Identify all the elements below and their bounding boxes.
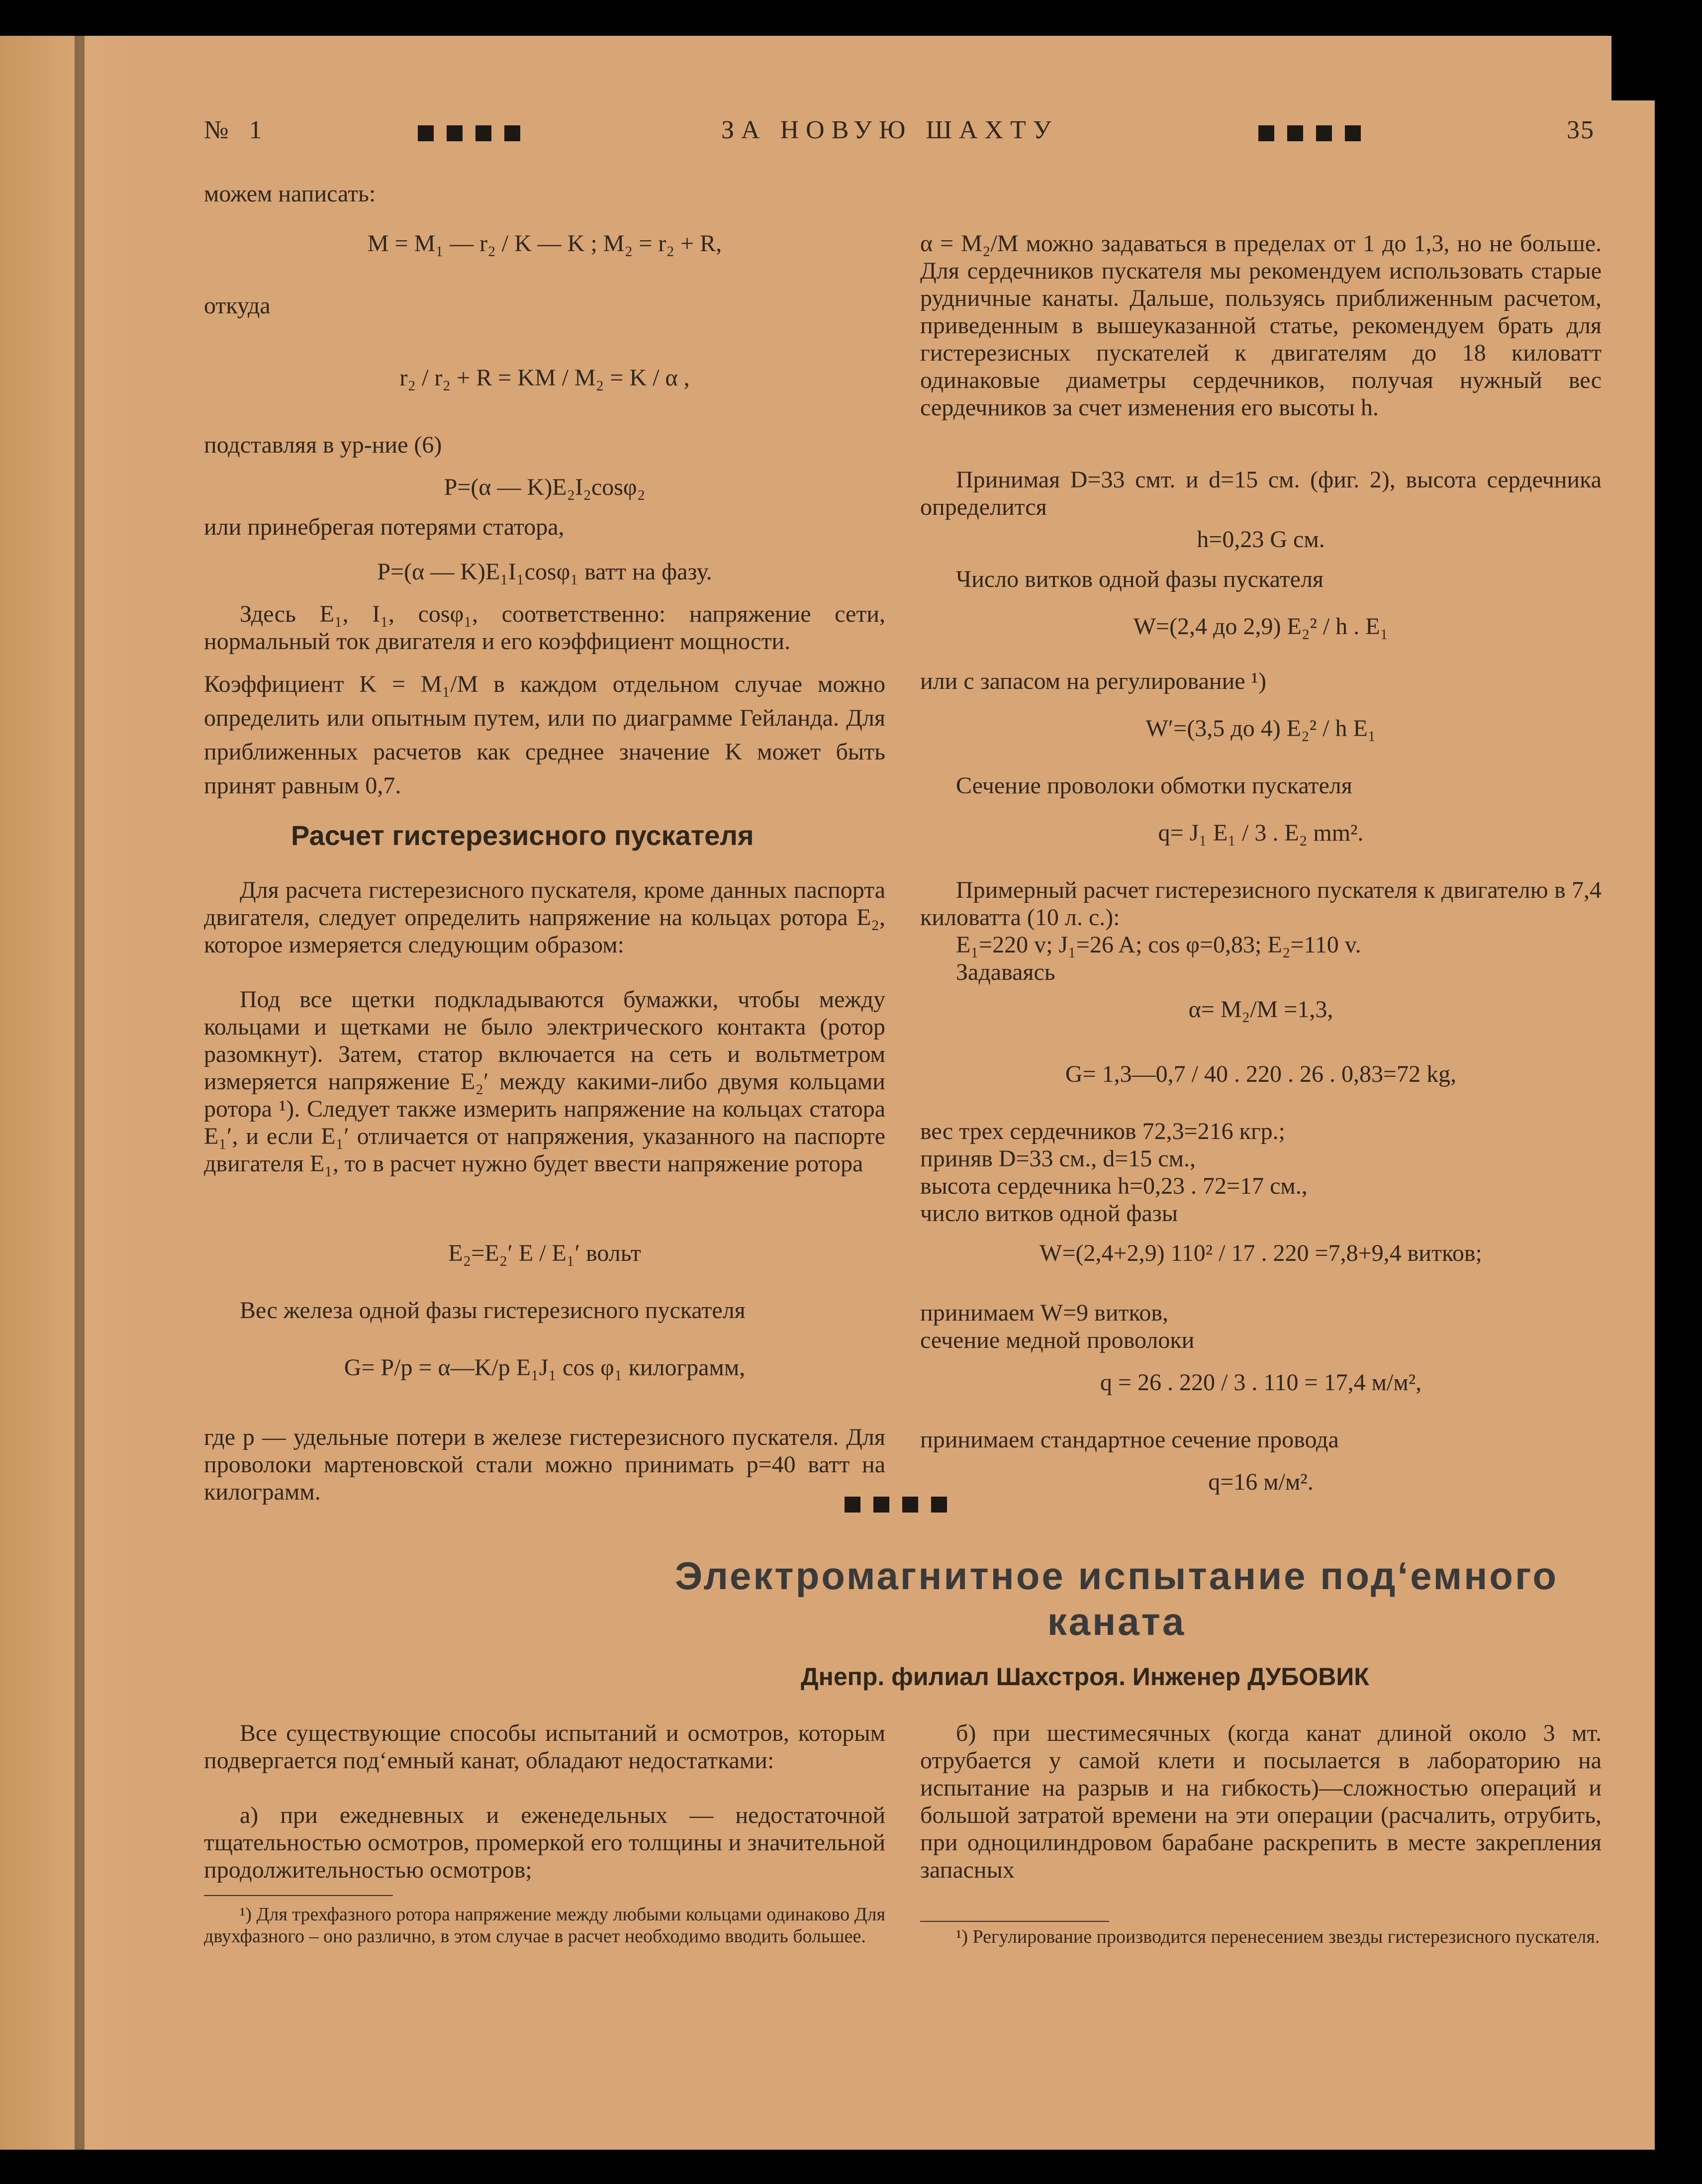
ornament-square: [418, 125, 434, 141]
formula: r₂ / r₂ + R = KM / M₂ = K / α ,: [399, 365, 690, 391]
formula: q = 26 . 220 / 3 . 110 = 17,4 м/м²,: [1100, 1369, 1422, 1396]
formula: α= M₂/M =1,3,: [1188, 996, 1333, 1023]
left-text: Для расчета гистерезисного пускателя, кроме данных паспорта двигателя, следует определить напряжение на кольцах ротора E₂, которое измеряется следующим образом:: [204, 877, 885, 958]
right-text: принимаем W=9 витков,: [920, 1300, 1169, 1326]
section-heading: Расчет гистерезисного пускателя: [291, 820, 754, 851]
footnote: ¹) Регулирование производится перенесением звезды гистерезисного пускателя.: [956, 1926, 1600, 1947]
page-number: 35: [1567, 116, 1595, 144]
left-text: Коэффициент K = M₁/M в каждом отдельном случае можно определить или опытным путем, или по диаграмме Гейланда. Для приближенных расчетов как среднее значение K может быть принят равным 0,7.: [204, 671, 885, 799]
formula: G= 1,3—0,7 / 40 . 220 . 26 . 0,83=72 kg,: [1065, 1061, 1457, 1087]
left-text: Вес железа одной фазы гистерезисного пускателя: [240, 1297, 746, 1324]
formula: P=(α — K)E₂I₂cosφ₂: [444, 474, 646, 500]
ornament-square: [931, 1497, 947, 1513]
ornament-square: [1258, 125, 1274, 141]
right-text: Число витков одной фазы пускателя: [956, 566, 1324, 592]
right-text: E₁=220 v; J₁=26 A; cos φ=0,83; E₂=110 v.: [956, 932, 1361, 958]
ornament-square: [845, 1497, 860, 1513]
right-text: приняв D=33 см., d=15 см.,: [920, 1145, 1196, 1172]
formula: W′=(3,5 до 4) E₂² / h E₁: [1145, 715, 1376, 742]
right-text: Задаваясь: [956, 959, 1055, 985]
right-text: α = M₂/M можно задаваться в пределах от 1 до 1,3, но не больше. Для сердечников пускателя мы рекомендуем использовать старые рудничные канаты. Дальше, пользуясь приближенным расчетом, приведенным в вышеуказанной статье, рекомендуем брать для гистерезисных пускателей к двигателям до 18 киловатт одинаковые диаметры сердечников, получая нужный вес сердечников за счет изменения его высоты h.: [920, 230, 1602, 421]
page: [0, 36, 1655, 2150]
ornament-square: [1287, 125, 1303, 141]
ornament-square: [1345, 125, 1361, 141]
right-text: Принимая D=33 смт. и d=15 см. (фиг. 2), высота сердечника определится: [920, 467, 1602, 520]
right-text: Примерный расчет гистерезисного пускателя к двигателю в 7,4 киловатта (10 л. с.):: [920, 877, 1602, 931]
formula: W=(2,4+2,9) 110² / 17 . 220 =7,8+9,4 витков;: [1040, 1240, 1482, 1266]
journal-title: ЗА НОВУЮ ШАХТУ: [721, 116, 1058, 144]
ornament-square: [873, 1497, 889, 1513]
article-text: б) при шестимесячных (когда канат длиной около 3 мт. отрубается у самой клети и посылается в лабораторию на испытание на разрыв и на гибкость)—сложностью операций и большой затратой времени на эти операции (расчалить, отрубить, при одноцилиндровом барабане раскрепить в месте закрепления запасных: [920, 1720, 1602, 1883]
footnote-rule: [204, 1895, 393, 1896]
formula: P=(α — K)E₁I₁cosφ₁ ватт на фазу.: [377, 559, 712, 585]
ornament-square: [504, 125, 520, 141]
formula: q=16 м/м².: [1208, 1469, 1314, 1495]
left-text: Под все щетки подкладываются бумажки, чтобы между кольцами и щетками не было электрического контакта (ротор разомкнут). Затем, статор включается на сеть и вольтметром измеряется напряжение E₂′ между какими-либо двумя кольцами ротора ¹). Следует также измерить напряжение на кольцах статора E₁′, и если E₁′ отличается от напряжения, указанного на паспорте двигателя E₁, то в расчет нужно будет ввести напряжение ротора: [204, 986, 885, 1177]
left-text: или принебрегая потерями статора,: [204, 514, 565, 540]
formula: W=(2,4 до 2,9) E₂² / h . E₁: [1133, 613, 1389, 640]
ornament-square: [475, 125, 491, 141]
left-text: откуда: [204, 292, 271, 319]
formula: G= P/p = α—K/p E₁J₁ cos φ₁ килограмм,: [344, 1354, 746, 1381]
ornament-square: [447, 125, 463, 141]
left-text: можем написать:: [204, 181, 376, 207]
left-text: где p — удельные потери в железе гистерезисного пускателя. Для проволоки мартеновской стали можно принимать p=40 ватт на килограмм.: [204, 1424, 885, 1505]
right-text: число витков одной фазы: [920, 1200, 1178, 1227]
right-text: или с запасом на регулирование ¹): [920, 668, 1266, 694]
formula: h=0,23 G см.: [1197, 526, 1325, 553]
binding-edge: [75, 36, 85, 2150]
left-text: Здесь E₁, I₁, cosφ₁, соответственно: напряжение сети, нормальный ток двигателя и его коэффициент мощности.: [204, 601, 885, 655]
footnote-rule: [920, 1921, 1109, 1922]
right-text: сечение медной проволоки: [920, 1327, 1195, 1353]
formula: E₂=E₂′ E / E₁′ вольт: [448, 1240, 641, 1266]
right-text: Сечение проволоки обмотки пускателя: [956, 772, 1352, 799]
article-author: Днепр. филиал Шахстроя. Инженер ДУБОВИК: [801, 1663, 1369, 1691]
footnote: ¹) Для трехфазного ротора напряжение между любыми кольцами одинаково Для двухфазного – оно различно, в этом случае в расчет необходимо вводить большее.: [204, 1904, 885, 1947]
right-text: принимаем стандартное сечение провода: [920, 1426, 1339, 1453]
article-title: Электромагнитное испытание под‘емного каната: [674, 1554, 1559, 1643]
article-text: Все существующие способы испытаний и осмотров, которым подвергается под‘емный канат, обладают недостатками:: [204, 1720, 885, 1774]
right-text: высота сердечника h=0,23 . 72=17 см.,: [920, 1173, 1308, 1199]
right-text: вес трех сердечников 72,3=216 кгр.;: [920, 1118, 1285, 1144]
page-edge-shadow: [1611, 36, 1656, 100]
formula: M = M₁ — r₂ / K — K ; M₂ = r₂ + R,: [367, 230, 722, 257]
formula: q= J₁ E₁ / 3 . E₂ mm².: [1158, 820, 1364, 846]
ornament-square: [1316, 125, 1332, 141]
article-text: а) при ежедневных и еженедельных — недостаточной тщательностью осмотров, промеркой его толщины и значительной продолжительностью осмотров;: [204, 1802, 885, 1883]
left-text: подставляя в ур-ние (6): [204, 432, 442, 458]
ornament-square: [902, 1497, 918, 1513]
issue-number: № 1: [204, 116, 269, 144]
